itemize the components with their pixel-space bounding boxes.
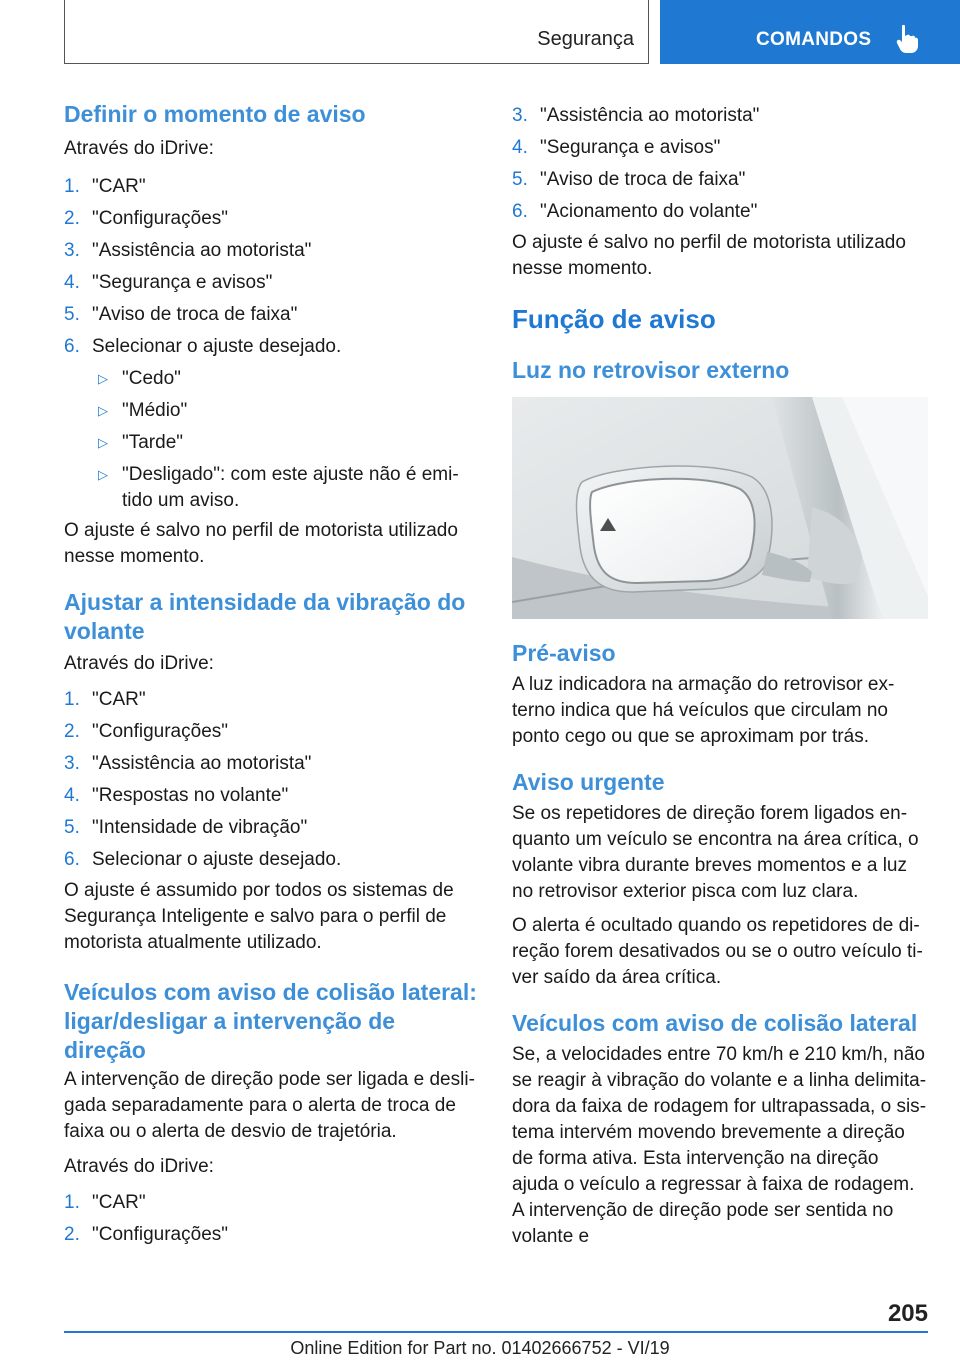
list-item: 1. "CAR": [64, 176, 146, 197]
list-item: ▷ "Desligado": com este ajuste não é emitido um aviso.: [98, 464, 459, 511]
heading-vibration: Ajustar a intensidade da vibração do volante: [64, 589, 466, 644]
list-item: 5. "Intensidade de vibração": [64, 817, 308, 838]
list-item: 4. "Segurança e avisos": [512, 137, 721, 158]
right-column: [512, 100, 930, 1250]
header-tab-comandos[interactable]: [660, 0, 960, 64]
via-idrive-3: Através do iDrive:: [64, 1156, 214, 1177]
list-item: ▷ "Cedo": [64, 363, 482, 395]
list-item: 5. "Aviso de troca de faixa": [512, 169, 746, 190]
urgent-text-2: O alerta é ocultado quando os repetidores de direção forem desativados ou se o outro veículo tiver saído da área crítica.: [512, 915, 923, 988]
heading-side-collision: Veículos com aviso de colisão lateral: [512, 1010, 918, 1036]
list-item: 3. "Assistência ao motorista": [512, 105, 760, 126]
list-item: 5. "Aviso de troca de faixa": [64, 304, 298, 325]
saved-note-2: O ajuste é salvo no perfil de motorista utilizado nesse momento.: [512, 232, 906, 279]
list-item: 4. "Segurança e avisos": [64, 272, 273, 293]
list-item: 6. Selecionar o ajuste desejado.: [64, 849, 342, 870]
side-mirror-illustration: [512, 397, 928, 619]
list-item: 1. "CAR": [64, 689, 146, 710]
triangle-bullet-icon: ▷: [98, 435, 108, 450]
heading-pre-warning: Pré-aviso: [512, 640, 616, 666]
list-item: 6. "Acionamento do volante": [512, 201, 758, 222]
heading-warning-function: Função de aviso: [512, 304, 716, 334]
steps-list-3: [64, 1187, 482, 1251]
header-section-box: [64, 0, 649, 64]
list-item: 2. "Configurações": [64, 208, 229, 229]
pre-warning-text: A luz indicadora na armação do retrovisor externo indica que há veículos que circulam no ponto cego ou que se aproximam por trás.: [512, 674, 895, 747]
saved-note-1: O ajuste é salvo no perfil de motorista utilizado nesse momento.: [64, 520, 458, 567]
list-item: 2. "Configurações": [64, 1224, 229, 1245]
triangle-bullet-icon: ▷: [98, 467, 108, 482]
heading-collision-intervention: Veículos com aviso de colisão lateral: ligar/desligar a intervenção de direção: [64, 979, 477, 1063]
steps-list-1: [64, 171, 482, 363]
heading-warning-time: Definir o momento de aviso: [64, 101, 366, 127]
via-idrive-1: Através do iDrive:: [64, 138, 214, 159]
steps-list-2: [64, 684, 482, 876]
header-section-title: Segurança: [537, 28, 634, 50]
footer-divider: [64, 1331, 928, 1333]
via-idrive-2: Através do iDrive:: [64, 653, 214, 674]
adopted-note: O ajuste é assumido por todos os sistemas de Segurança Inteligente e salvo para o perfil de motorista atualmente utilizado.: [64, 880, 454, 953]
list-item: 6. Selecionar o ajuste desejado.: [64, 336, 342, 357]
list-item: 3. "Assistência ao motorista": [64, 753, 312, 774]
footer-edition: Online Edition for Part no. 01402666752 - VI/19: [290, 1338, 670, 1358]
option-list: [64, 363, 482, 514]
side-collision-text: Se, a velocidades entre 70 km/h e 210 km/h, não se reagir à vibração do volante e a linha delimitadora da faixa de rodagem for ultrapassada, o sistema intervém movendo brevemente a direção de forma ativa. Esta intervenção na direção ajuda o veículo a regressar à faixa de rodagem. A intervenção de direção pode ser sentida no volante e: [512, 1044, 927, 1247]
list-item: ▷ "Tarde": [64, 427, 482, 459]
page-number: 205: [887, 1300, 928, 1327]
list-item: ▷ "Médio": [64, 395, 482, 427]
heading-mirror-light: Luz no retrovisor externo: [512, 357, 790, 383]
triangle-bullet-icon: ▷: [98, 403, 108, 418]
triangle-bullet-icon: ▷: [98, 371, 108, 386]
list-item: 3. "Assistência ao motorista": [64, 240, 312, 261]
urgent-text-1: Se os repetidores de direção forem ligados enquanto um veículo se encontra na área crítica, o volante vibra durante breves momentos e a luz no retrovisor exterior pisca com luz clara.: [512, 803, 919, 902]
intervention-text: A intervenção de direção pode ser ligada e desligada separadamente para o alerta de troca de faixa ou o alerta de desvio de trajetória.: [64, 1069, 475, 1142]
steps-list-continued: [512, 100, 930, 228]
left-column: [64, 100, 482, 1251]
heading-urgent-warning: Aviso urgente: [512, 769, 665, 795]
list-item: 4. "Respostas no volante": [64, 785, 289, 806]
list-item: 1. "CAR": [64, 1192, 146, 1213]
pointing-hand-icon: [896, 24, 918, 54]
list-item: 2. "Configurações": [64, 721, 229, 742]
header-tab-label: COMANDOS: [756, 29, 872, 50]
